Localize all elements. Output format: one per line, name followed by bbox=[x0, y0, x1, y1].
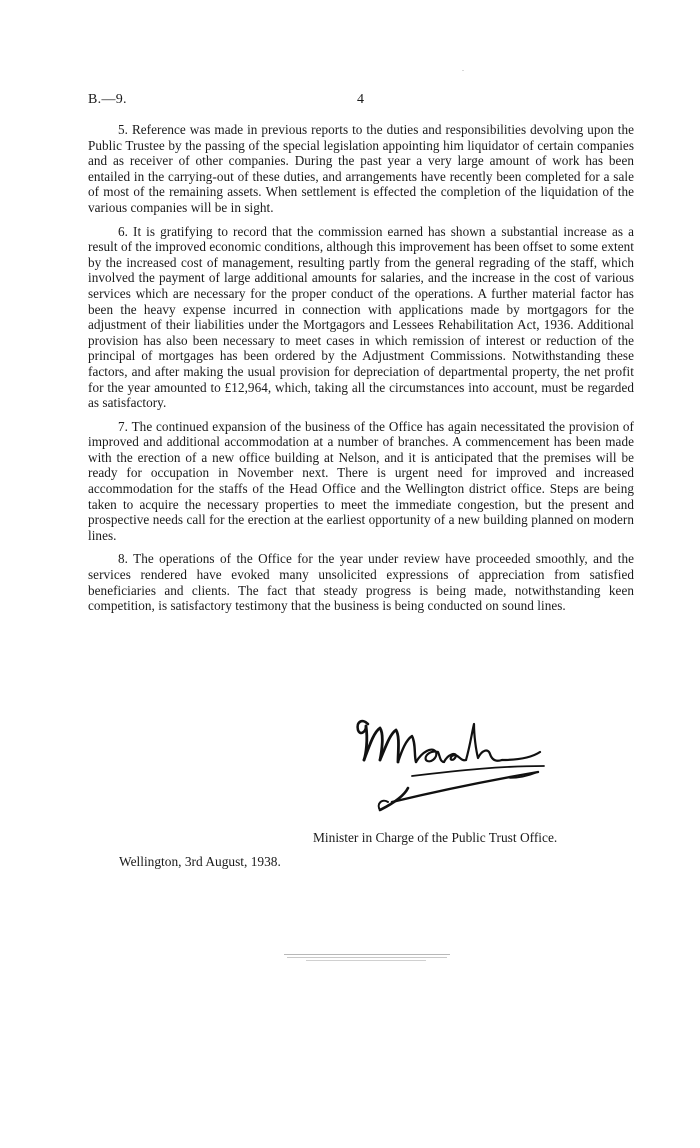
signatory-title: Minister in Charge of the Public Trust Office. bbox=[313, 830, 558, 845]
document-reference: B.—9. bbox=[88, 92, 127, 107]
body-text bbox=[88, 122, 634, 622]
page-number: 4 bbox=[357, 92, 364, 107]
imprint-line bbox=[287, 957, 447, 958]
paragraph-6: 6. It is gratifying to record that the commission earned has shown a substantial increase as a result of the improved economic conditions, although this improvement has been offset to some extent by the increased cost of management, resulting partly from the general regrading of the staff, which involved the payment of large additional amounts for salaries, and the increase in the cost of various services which are necessary for the proper conduct of the operations. A further material factor has been the heavy expense incurred in connection with applications made by mortgagors for the adjustment of their liabilities under the Mortgagors and Lessees Rehabilitation Act, 1936. Additional provision has also been necessary to meet cases in which remission of interest or reduction of the principal of mortgages has been ordered by the Adjustment Commissions. Notwithstanding these factors, and after making the usual provision for depreciation of departmental property, the net profit for the year amounted to £12,964, which, taking all the circumstances into account, must be regarded as satisfactory. bbox=[88, 223, 634, 411]
paragraph-5: 5. Reference was made in previous reports to the duties and responsibilities devolving upon the Public Trustee by the passing of the special legislation appointing him liquidator of certain companies and as receiver of other companies. During the past year a very large amount of work has been entailed in the carrying-out of these duties, and arrangements have recently been completed for a sale of most of the remaining assets. When settlement is effected the completion of the liquidation of the various companies will be in sight. bbox=[88, 122, 634, 215]
place-and-date: Wellington, 3rd August, 1938. bbox=[119, 854, 281, 869]
paragraph-7: 7. The continued expansion of the business of the Office has again necessitated the provision of improved and additional accommodation at a number of branches. A commencement has been made with the erection of a new office building at Nelson, and it is anticipated that the premises will be ready for occupation in November next. There is urgent need for improved and increased accommodation for the staffs of the Head Office and the Wellington district office. Steps are being taken to acquire the necessary properties to meet the immediate congestion, but the present and prospective needs call for the erection at the earliest opportunity of a new building planned on modern lines. bbox=[88, 418, 634, 543]
scan-speck bbox=[462, 70, 464, 71]
printer-imprint-mark bbox=[284, 952, 450, 964]
paragraph-8: 8. The operations of the Office for the year under review have proceeded smoothly, and the services rendered have evoked many unsolicited expressions of appreciation from satisfied beneficiaries and clients. The fact that steady progress is being made, notwithstanding keen competition, is satisfactory testimony that the business is being conducted on sound lines. bbox=[88, 551, 634, 614]
handwritten-signature bbox=[352, 706, 552, 822]
imprint-line bbox=[284, 954, 450, 955]
imprint-line bbox=[306, 960, 426, 961]
